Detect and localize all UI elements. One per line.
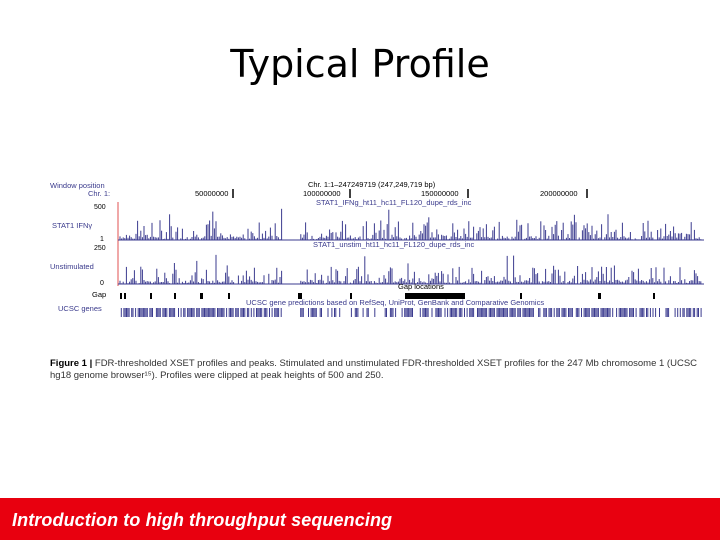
tick-label-4: 200000000 [540,189,578,198]
caption-figure-label: Figure 1 | [50,358,95,369]
label-unstimulated: Unstimulated [50,262,94,271]
tick-label-2: 100000000 [303,189,341,198]
track2-name: STAT1_unstim_ht11_hc11_FL120_dupe_rds_inc [313,240,475,249]
gap-segment [124,293,126,299]
gap-segment [120,293,122,299]
gap-segment [200,293,203,299]
footer-text: Introduction to high throughput sequencing [12,510,393,530]
gene-prediction-label: UCSC gene predictions based on RefSeq, UniProt, GenBank and Comparative Genomics [246,298,545,307]
track-unstimulated [120,255,701,284]
ucsc-gene-track [121,308,701,317]
figure-caption [50,358,710,382]
footer-bar [0,498,720,540]
genome-browser-figure [50,178,704,320]
track-stat1-ifng [120,209,701,240]
y-bot-2: 0 [100,280,104,287]
gap-locations-label: Gap locations [398,282,444,291]
tick-label-3: 150000000 [421,189,459,198]
gap-segment [174,293,176,299]
label-chr: Chr. 1: [88,189,111,198]
label-window-position: Window position [50,181,105,190]
y-bot-1: 1 [100,236,104,243]
label-stat1: STAT1 IFNγ [52,221,93,230]
caption-text: FDR-thresholded XSET profiles and peaks. Stimulated and unstimulated FDR-thresholded XSET profiles for the 247 Mb chromosome 1 (UCSC hg18 genome browser¹⁵). Profiles were clipped at peak heights of 500 and 250. [50,358,698,381]
y-top-1: 500 [94,204,106,211]
slide-title: Typical Profile [230,42,490,86]
position-header: Chr. 1:1–247249719 (247,249,719 bp) [308,180,436,189]
gap-segment [228,293,230,299]
label-gap: Gap [92,290,107,299]
track1-name: STAT1_IFNg_ht11_hc11_FL120_dupe_rds_inc [316,198,472,207]
label-ucsc-genes: UCSC genes [58,304,102,313]
tick-label-1: 50000000 [195,189,229,198]
gap-segment [653,293,655,299]
gap-segment [598,293,601,299]
gap-segment [150,293,152,299]
y-top-2: 250 [94,245,106,252]
